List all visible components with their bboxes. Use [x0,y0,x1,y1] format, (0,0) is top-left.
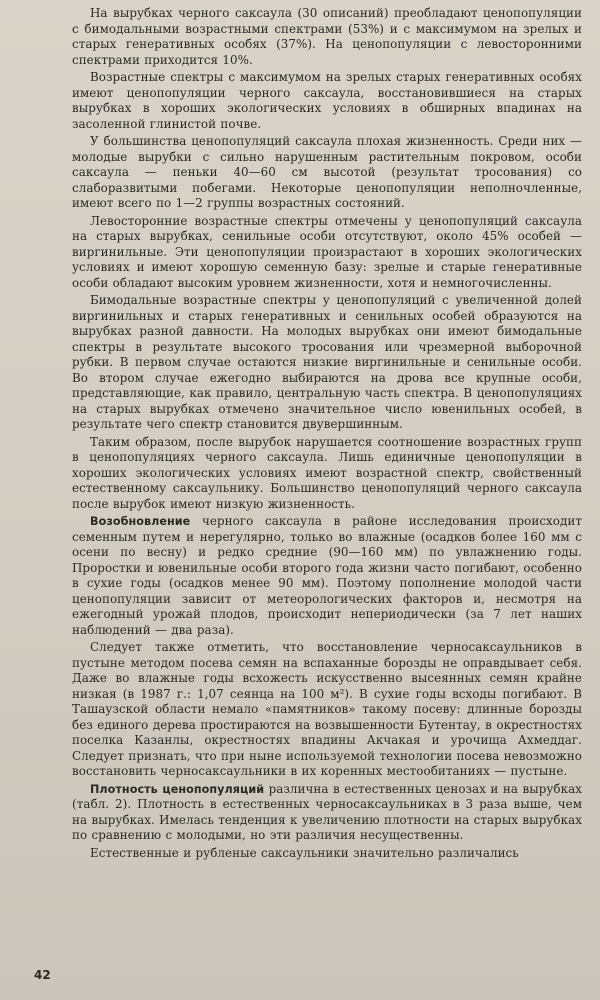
paragraph-text: различна в естественных ценозах и на вырубках (табл. 2). Плотность в естественных черносаксаульниках в 3 раза выше, чем на вырубках. Имелась тенденция к увеличению плотности на старых вырубках по сравнению с молодыми, но эти различия несущественны. [72,781,582,842]
body-text [72,6,582,861]
paragraph-text: Возрастные спектры с максимумом на зрелых старых генеративных особях имеют ценопопуляции черного саксаула, восстановившиеся на старых вырубках в хороших экологических условиях в обширных впадинах на засоленной глинистой почве. [72,70,582,131]
paragraph [72,640,582,780]
paragraph-text: У большинства ценопопуляций саксаула плохая жизненность. Среди них — молодые вырубки с сильно нарушенным растительным покровом, особи саксаула — пеньки 40—60 см высотой (результат тросования) со слаборазвитыми побегами. Некоторые ценопопуляции неполночленные, имеют всего по 1—2 группы возрастных состояний. [72,134,582,210]
paragraph-text: Левосторонние возрастные спектры отмечены у ценопопуляций саксаула на старых вырубках, сенильные особи отсутствуют, около 45% особей — виргинильные. Эти ценопопуляции произрастают в хороших экологических условиях и имеют хорошую семенную базу: зрелые и старые генеративные особи обладают высоким уровнем жизненности, хотя и немногочисленны. [72,213,582,290]
paragraph-text: Естественные и рубленые саксаульники значительно различались [90,845,519,860]
paragraph-lead-term: Плотность ценопопуляций [90,782,265,796]
paragraph-text: Бимодальные возрастные спектры у ценопопуляций с увеличенной долей виргинильных и старых генеративных и сенильных особей образуются на вырубках разной давности. На молодых вырубках они имеют бимодальные спектры в результате высокого тросования или чрезмерной выборочной рубки. В первом случае остаются низкие виргинильные и сенильные особи. Во втором случае ежегодно выбираются на дрова все крупные особи, представляющие, как правило, центральную часть спектра. В ценопопуляциях на старых вырубках отмечено значительное число ювенильных особей, в результате чего спектр становится двувершинным. [72,293,582,431]
paragraph [72,134,582,212]
paragraph-text: На вырубках черного саксаула (30 описаний) преобладают ценопопуляции с бимодальными возрастными спектрами (53%) и с максимумом на зрелых и старых генеративных особях (37%). На ценопопуляции с левосторонними спектрами приходится 10%. [72,6,582,67]
page-number: 42 [34,968,51,982]
paragraph [72,70,582,132]
paragraph [72,782,582,844]
paragraph [72,435,582,513]
paragraph [72,293,582,433]
paragraph-lead-term: Возобновление [90,515,191,528]
paragraph [72,6,582,68]
paragraph-text: черного саксаула в районе исследования происходит семенным путем и нерегулярно, только во влажные (осадков более 160 мм с осени по весну) и редко средние (90—160 мм) по увлажнению годы. Проростки и ювенильные особи второго года жизни часто погибают, особенно в сухие годы (осадков менее 90 мм). Поэтому пополнение молодой части ценопопуляции зависит от метеорологических факторов и, несмотря на ежегодный урожай плодов, происходит непериодически (за 7 лет наших наблюдений — два раза). [72,514,582,637]
paragraph-text: Следует также отметить, что восстановление черносаксаульников в пустыне методом посева семян на вспаханные борозды не оправдывает себя. Даже во влажные годы всхожесть искусственно высеянных семян крайне низкая (в 1987 г.: 1,07 сеянца на 100 м²). В сухие годы всходы погибают. В Ташаузской области немало «памятников» такому посеву: длинные борозды без единого дерева простираются на возвышенности Бутентау, в окрестностях поселка Казанлы, окрестностях впадины Акчакая и урочища Ахмеддаг. Следует признать, что при ныне используемой технологии посева невозможно восстановить черносаксаульники в их коренных местообитаниях — пустыне. [72,640,582,778]
paragraph [72,514,582,638]
paragraph [72,846,582,862]
paragraph [72,214,582,292]
paragraph-text: Таким образом, после вырубок нарушается соотношение возрастных групп в ценопопуляциях черного саксаула. Лишь единичные ценопопуляции в хороших экологических условиях имеют возрастной спектр, свойственный естественному саксаульнику. Большинство ценопопуляций черного саксаула после вырубок имеют низкую жизненность. [72,434,582,511]
